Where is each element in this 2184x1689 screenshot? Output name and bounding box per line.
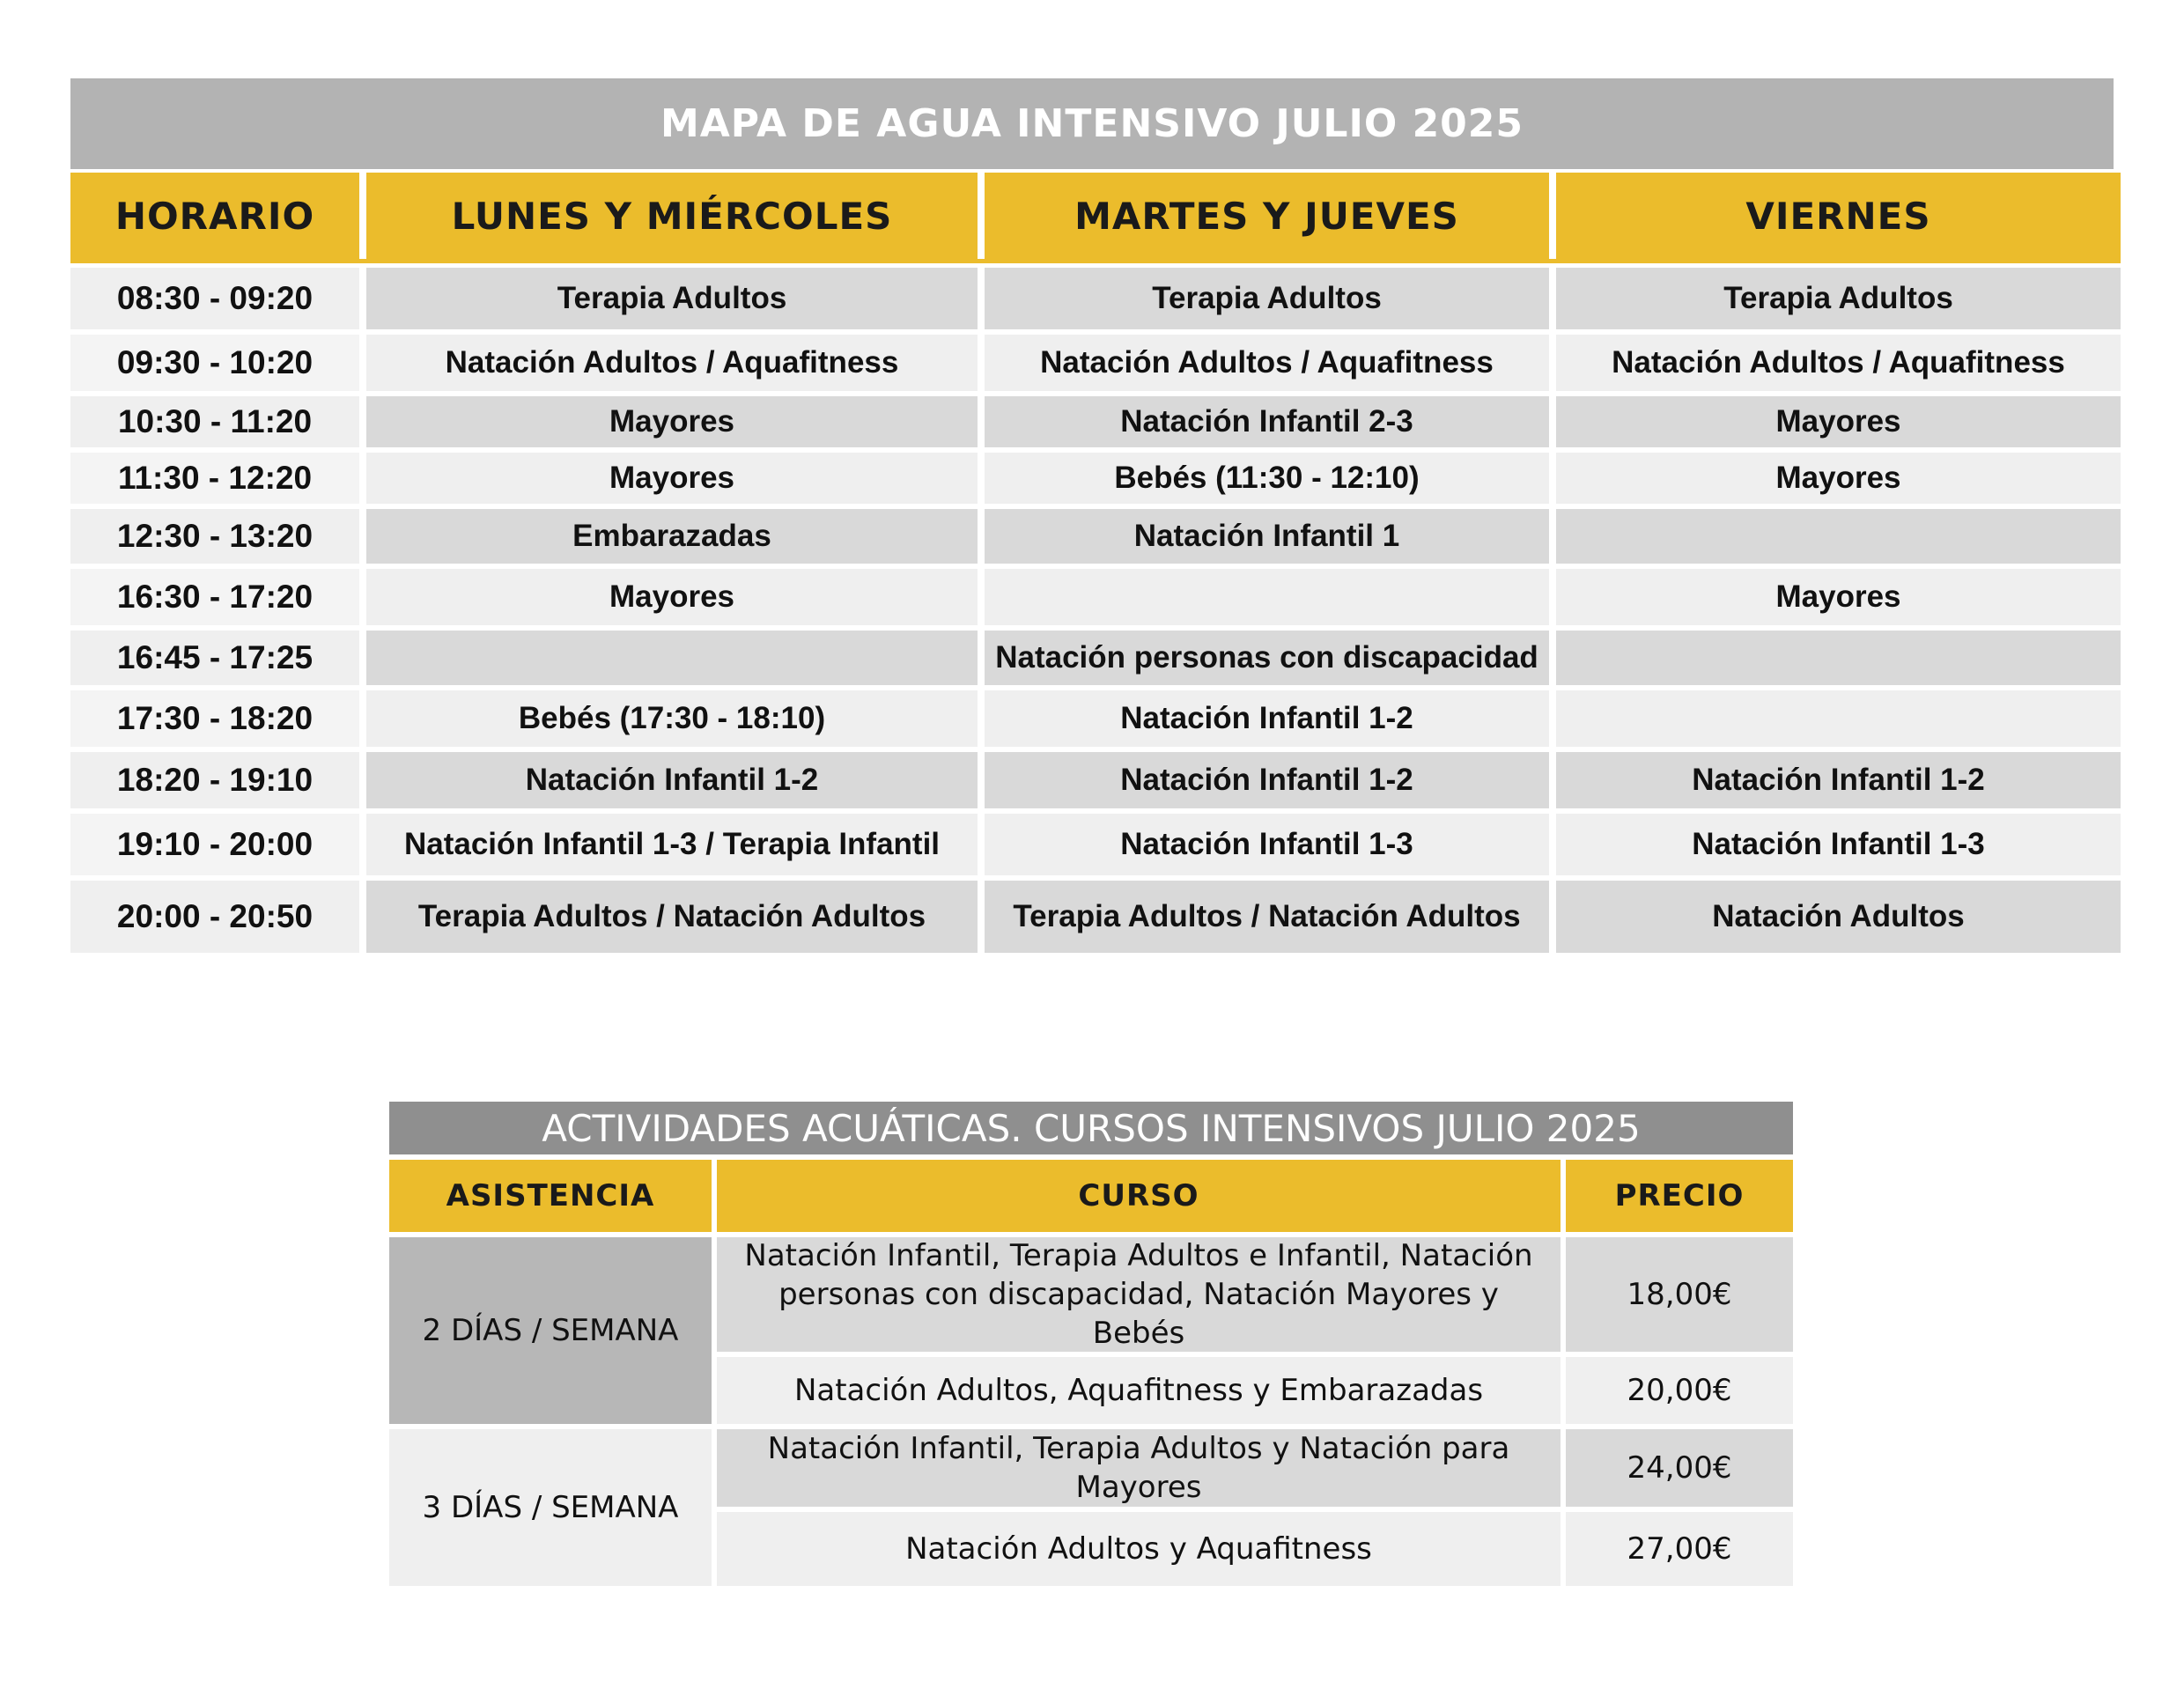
curso-cell: Natación Infantil, Terapia Adultos y Natación para Mayores <box>717 1429 1561 1507</box>
header-asistencia: ASISTENCIA <box>389 1160 712 1232</box>
schedule-row-11-viernes-cell: Natación Adultos <box>1556 881 2121 953</box>
curso-cell: Natación Infantil, Terapia Adultos e Infantil, Natación personas con discapacidad, Natación Mayores y Bebés <box>717 1237 1561 1352</box>
schedule-row-5-martes-jueves-cell: Natación Infantil 1 <box>985 509 1549 564</box>
schedule-row-9-viernes-cell: Natación Infantil 1-2 <box>1556 752 2121 808</box>
schedule-row-7-viernes-cell <box>1556 631 2121 685</box>
schedule-row-10-martes-jueves-cell: Natación Infantil 1-3 <box>985 814 1549 875</box>
schedule-row-10-time-cell: 19:10 - 20:00 <box>70 814 359 875</box>
schedule-row-6-viernes-cell: Mayores <box>1556 569 2121 625</box>
schedule-grid <box>70 173 2114 263</box>
schedule-row-7-martes-jueves-cell: Natación personas con discapacidad <box>985 631 1549 685</box>
schedule-row-1-viernes-cell: Terapia Adultos <box>1556 268 2121 329</box>
schedule-row-5-lunes-miercoles-cell: Embarazadas <box>366 509 978 564</box>
schedule-row-1-time-cell: 08:30 - 09:20 <box>70 268 359 329</box>
header-martes-jueves: MARTES Y JUEVES <box>985 173 1549 259</box>
header-underline <box>70 259 2121 263</box>
schedule-row-4-martes-jueves-cell: Bebés (11:30 - 12:10) <box>985 453 1549 504</box>
schedule-row-7-lunes-miercoles-cell <box>366 631 978 685</box>
curso-cell: Natación Adultos y Aquafitness <box>717 1512 1561 1586</box>
asistencia-cell-2: 3 DÍAS / SEMANA <box>389 1429 712 1586</box>
schedule-row-1-lunes-miercoles-cell: Terapia Adultos <box>366 268 978 329</box>
schedule-row-6-martes-jueves-cell <box>985 569 1549 625</box>
precio-cell: 20,00€ <box>1566 1357 1793 1424</box>
asistencia-cell-1: 2 DÍAS / SEMANA <box>389 1237 712 1424</box>
schedule-row-2-viernes-cell: Natación Adultos / Aquafitness <box>1556 335 2121 391</box>
schedule-row-6-time-cell: 16:30 - 17:20 <box>70 569 359 625</box>
schedule-row-8-viernes-cell <box>1556 690 2121 747</box>
schedule-row-8-lunes-miercoles-cell: Bebés (17:30 - 18:10) <box>366 690 978 747</box>
header-viernes: VIERNES <box>1556 173 2121 259</box>
schedule-row-11-time-cell: 20:00 - 20:50 <box>70 881 359 953</box>
schedule-row-3-time-cell: 10:30 - 11:20 <box>70 396 359 447</box>
schedule-row-10-viernes-cell: Natación Infantil 1-3 <box>1556 814 2121 875</box>
schedule-body <box>70 268 2114 953</box>
schedule-row-2-lunes-miercoles-cell: Natación Adultos / Aquafitness <box>366 335 978 391</box>
schedule-row-2-time-cell: 09:30 - 10:20 <box>70 335 359 391</box>
schedule-row-3-martes-jueves-cell: Natación Infantil 2-3 <box>985 396 1549 447</box>
schedule-row-4-time-cell: 11:30 - 12:20 <box>70 453 359 504</box>
header-precio: PRECIO <box>1566 1160 1793 1232</box>
schedule-row-9-lunes-miercoles-cell: Natación Infantil 1-2 <box>366 752 978 808</box>
schedule-row-7-time-cell: 16:45 - 17:25 <box>70 631 359 685</box>
precio-cell: 24,00€ <box>1566 1429 1793 1507</box>
schedule-row-2-martes-jueves-cell: Natación Adultos / Aquafitness <box>985 335 1549 391</box>
schedule-table <box>70 78 2114 953</box>
header-lunes-miercoles: LUNES Y MIÉRCOLES <box>366 173 978 259</box>
schedule-title: MAPA DE AGUA INTENSIVO JULIO 2025 <box>70 78 2114 169</box>
schedule-row-1-martes-jueves-cell: Terapia Adultos <box>985 268 1549 329</box>
prices-table <box>389 1102 1793 1586</box>
schedule-row-9-martes-jueves-cell: Natación Infantil 1-2 <box>985 752 1549 808</box>
header-horario: HORARIO <box>70 173 359 259</box>
precio-cell: 18,00€ <box>1566 1237 1793 1352</box>
schedule-row-8-time-cell: 17:30 - 18:20 <box>70 690 359 747</box>
schedule-row-6-lunes-miercoles-cell: Mayores <box>366 569 978 625</box>
schedule-row-3-lunes-miercoles-cell: Mayores <box>366 396 978 447</box>
prices-grid <box>389 1160 1793 1586</box>
schedule-row-9-time-cell: 18:20 - 19:10 <box>70 752 359 808</box>
schedule-row-5-viernes-cell <box>1556 509 2121 564</box>
schedule-row-4-viernes-cell: Mayores <box>1556 453 2121 504</box>
header-curso: CURSO <box>717 1160 1561 1232</box>
curso-cell: Natación Adultos, Aquafitness y Embarazadas <box>717 1357 1561 1424</box>
schedule-row-10-lunes-miercoles-cell: Natación Infantil 1-3 / Terapia Infantil <box>366 814 978 875</box>
schedule-row-4-lunes-miercoles-cell: Mayores <box>366 453 978 504</box>
precio-cell: 27,00€ <box>1566 1512 1793 1586</box>
prices-title: ACTIVIDADES ACUÁTICAS. CURSOS INTENSIVOS JULIO 2025 <box>389 1102 1793 1154</box>
schedule-row-3-viernes-cell: Mayores <box>1556 396 2121 447</box>
schedule-row-8-martes-jueves-cell: Natación Infantil 1-2 <box>985 690 1549 747</box>
schedule-row-5-time-cell: 12:30 - 13:20 <box>70 509 359 564</box>
schedule-row-11-martes-jueves-cell: Terapia Adultos / Natación Adultos <box>985 881 1549 953</box>
schedule-row-11-lunes-miercoles-cell: Terapia Adultos / Natación Adultos <box>366 881 978 953</box>
